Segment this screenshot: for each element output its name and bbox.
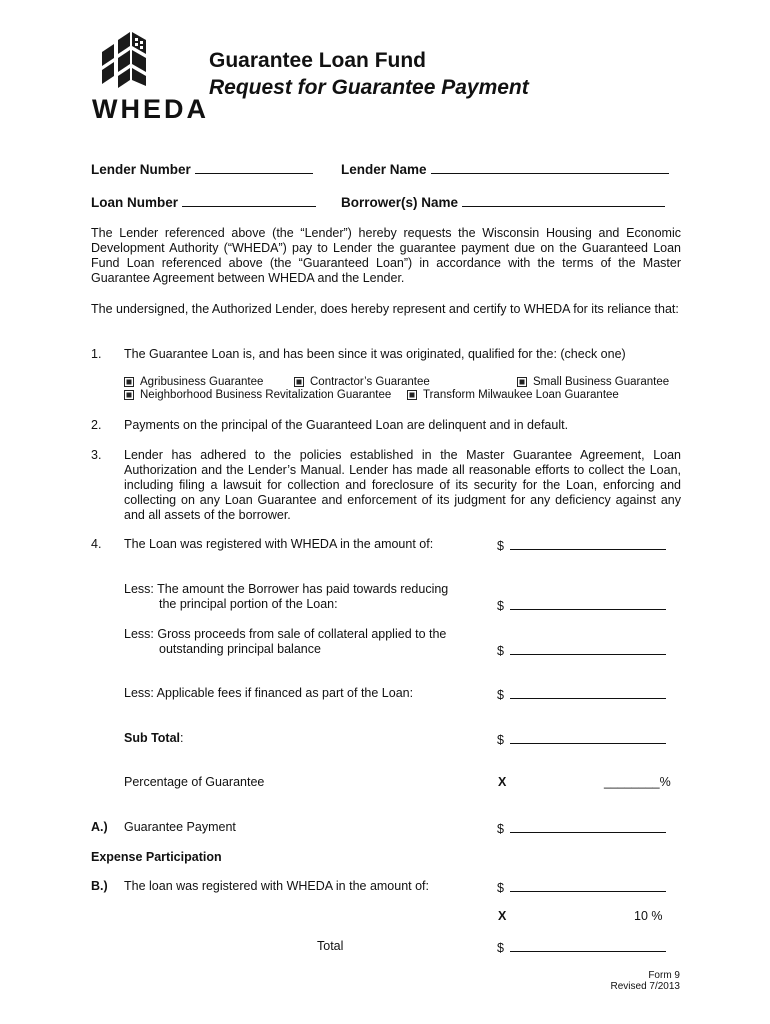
form-number: Form 9 — [648, 970, 680, 981]
dollar-sign: $ — [497, 599, 504, 613]
request-paragraph: The Lender referenced above (the “Lender”) hereby requests the Wisconsin Housing and Economic Development Authority (“WHEDA”) pay to Lender the guarantee payment due on the Guaranteed Loan Fund Loan referenced above (the “Guaranteed Loan”) in accordance with the terms of the Master Guarantee Agreement between WHEDA and the Lender. — [91, 226, 681, 285]
section-a-label: A.) — [91, 820, 108, 834]
checkbox-icon[interactable] — [294, 377, 304, 387]
less-collateral-text-b: outstanding principal balance — [159, 642, 321, 656]
wheda-logo-mark-icon — [88, 30, 148, 90]
option-agribusiness[interactable] — [124, 376, 263, 388]
loan-number-label: Loan Number — [91, 195, 179, 210]
borrower-name-label: Borrower(s) Name — [341, 195, 459, 210]
item-text-3: Lender has adhered to the policies established in the Master Guarantee Agreement, Loan Authorization and the Lender’s Manual. Lender has made all reasonable efforts to collect the Loan, including filing a lawsuit for collection and foreclosure of its security for the Loan, enforcing and collecting on any Loan Guarantee and enforcement of its judgment for any deficiency against any and all assets of the borrower. — [124, 448, 681, 522]
dollar-sign: $ — [497, 688, 504, 702]
dollar-sign: $ — [497, 539, 504, 553]
loan-number-field[interactable] — [91, 193, 316, 210]
amount-line[interactable] — [510, 879, 666, 892]
less-collateral-field[interactable] — [497, 642, 666, 658]
dollar-sign: $ — [497, 941, 504, 955]
option-milwaukee-label: Transform Milwaukee Loan Guarantee — [423, 389, 619, 401]
amount-line[interactable] — [510, 642, 666, 655]
option-contractor[interactable] — [294, 376, 430, 388]
section-b-label: B.) — [91, 879, 108, 893]
page-subtitle: Request for Guarantee Payment — [209, 76, 529, 99]
option-small-business-label: Small Business Guarantee — [533, 376, 670, 388]
amount-line[interactable] — [510, 597, 666, 610]
multiply-sign: X — [498, 775, 507, 789]
less-fees-field[interactable] — [497, 686, 666, 702]
checkbox-icon[interactable] — [407, 390, 417, 400]
less-collateral-text-a: Less: Gross proceeds from sale of collateral applied to the — [124, 627, 447, 641]
lender-number-label: Lender Number — [91, 162, 191, 177]
amount-line[interactable] — [510, 939, 666, 952]
percentage-label: Percentage of Guarantee — [124, 775, 265, 789]
lender-name-field[interactable] — [341, 160, 669, 177]
borrower-name-field[interactable] — [341, 193, 665, 210]
amount-line[interactable] — [510, 731, 666, 744]
lender-number-field[interactable] — [91, 160, 313, 177]
wheda-wordmark: WHEDA — [92, 94, 209, 124]
expense-participation-heading: Expense Participation — [91, 850, 222, 864]
option-agribusiness-label: Agribusiness Guarantee — [140, 376, 264, 388]
lender-number-line[interactable] — [195, 160, 313, 174]
option-neighborhood[interactable] — [124, 389, 391, 401]
revision-date: Revised 7/2013 — [610, 981, 680, 992]
checkbox-icon[interactable] — [124, 390, 134, 400]
guarantee-payment-label: Guarantee Payment — [124, 820, 236, 834]
total-label: Total — [317, 939, 344, 953]
loan-number-line[interactable] — [182, 193, 316, 207]
subtotal-label — [124, 731, 184, 745]
option-contractor-label: Contractor’s Guarantee — [310, 376, 430, 388]
item-number-2: 2. — [91, 418, 102, 432]
option-milwaukee[interactable] — [407, 389, 619, 401]
amount-line[interactable] — [510, 820, 666, 833]
less-fees-text: Less: Applicable fees if financed as part of the Loan: — [124, 686, 414, 700]
item-number-4: 4. — [91, 537, 102, 551]
multiply-sign-b: X — [498, 909, 507, 923]
checkbox-icon[interactable] — [124, 377, 134, 387]
percentage-field[interactable]: ________% — [604, 775, 671, 789]
item-text-1: The Guarantee Loan is, and has been since it was originated, qualified for the: (check one) — [124, 347, 626, 361]
option-small-business[interactable] — [517, 376, 669, 388]
form-footer — [611, 970, 681, 992]
certify-paragraph: The undersigned, the Authorized Lender, does hereby represent and certify to WHEDA for its reliance that: — [91, 302, 679, 316]
item-number-1: 1. — [91, 347, 102, 361]
registered-amount-field[interactable] — [497, 537, 666, 553]
ten-percent: 10 % — [634, 909, 663, 923]
subtotal-field[interactable] — [497, 731, 666, 747]
section-b-text: The loan was registered with WHEDA in the amount of: — [124, 879, 430, 893]
item-number-3: 3. — [91, 448, 102, 462]
dollar-sign: $ — [497, 881, 504, 895]
dollar-sign: $ — [497, 644, 504, 658]
subtotal-label-text: Sub Total — [124, 731, 181, 745]
item-text-2: Payments on the principal of the Guaranteed Loan are delinquent and in default. — [124, 418, 569, 432]
page-title: Guarantee Loan Fund — [209, 49, 427, 72]
amount-line[interactable] — [510, 537, 666, 550]
checkbox-icon[interactable] — [517, 377, 527, 387]
amount-line[interactable] — [510, 686, 666, 699]
wheda-logo — [88, 30, 209, 124]
less-principal-field[interactable] — [497, 597, 666, 613]
lender-name-line[interactable] — [431, 160, 669, 174]
less-principal-text-a: Less: The amount the Borrower has paid towards reducing — [124, 582, 449, 596]
option-neighborhood-label: Neighborhood Business Revitalization Guarantee — [140, 389, 392, 401]
less-principal-text-b: the principal portion of the Loan: — [159, 597, 338, 611]
item-text-4: The Loan was registered with WHEDA in the amount of: — [124, 537, 434, 551]
borrower-name-line[interactable] — [462, 193, 665, 207]
dollar-sign: $ — [497, 733, 504, 747]
dollar-sign: $ — [497, 822, 504, 836]
lender-name-label: Lender Name — [341, 162, 427, 177]
section-b-amount-field[interactable] — [497, 879, 666, 895]
subtotal-colon: : — [180, 731, 184, 745]
guarantee-payment-field[interactable] — [497, 820, 666, 836]
total-field[interactable] — [497, 939, 666, 955]
